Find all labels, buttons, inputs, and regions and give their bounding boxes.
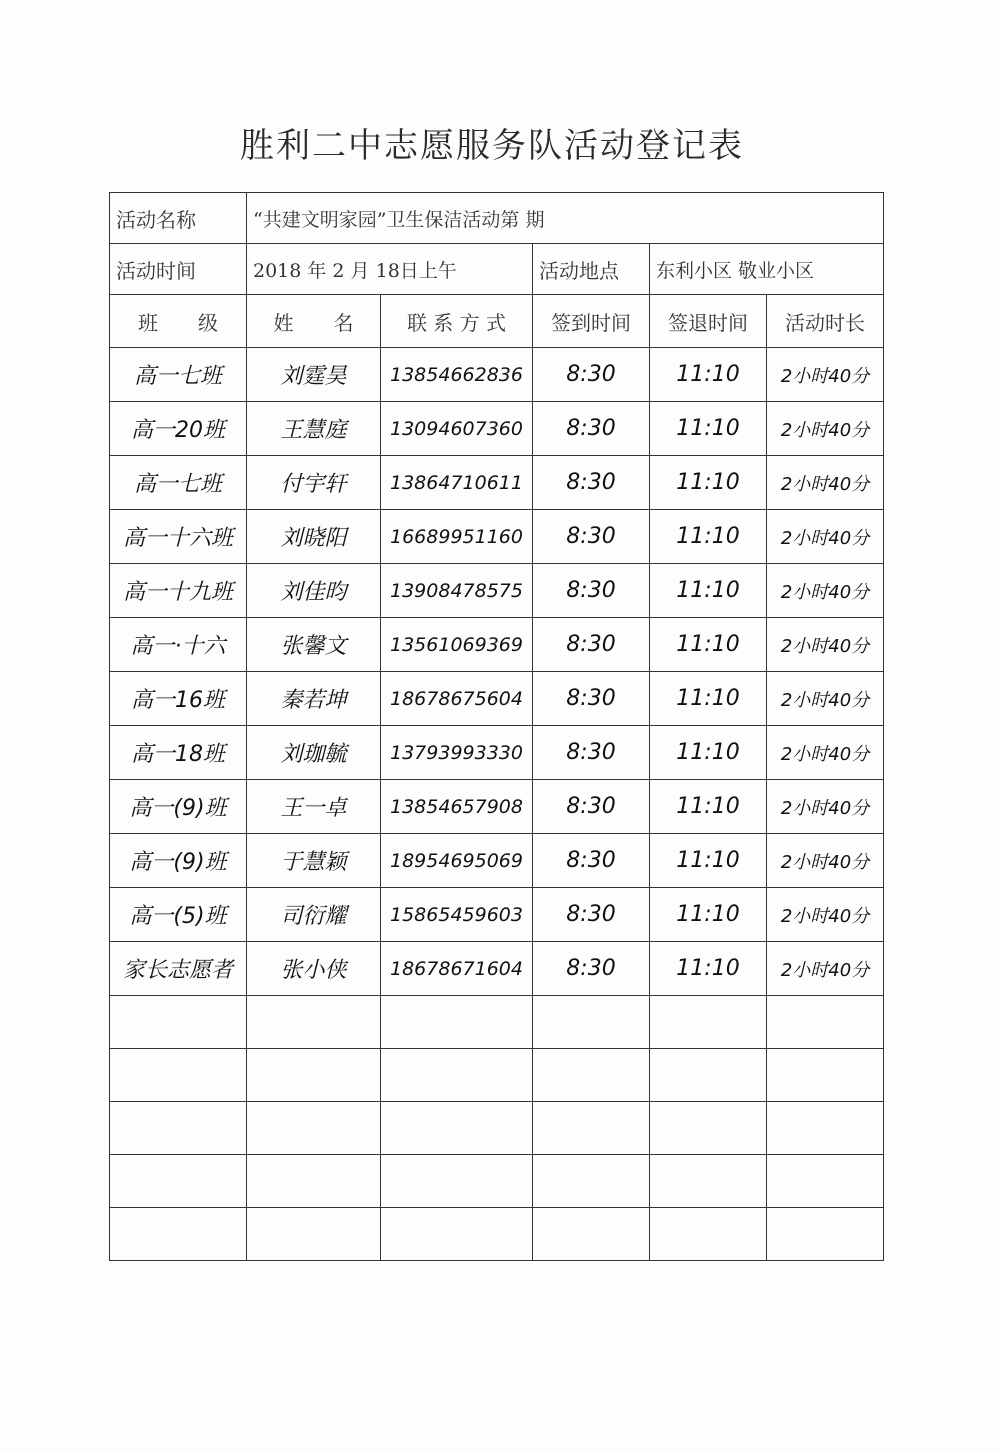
location-value: 东利小区 敬业小区 <box>650 244 884 295</box>
cell-name: 司衍耀 <box>247 888 381 942</box>
empty-cell <box>533 1208 650 1261</box>
cell-sign-in: 8:30 <box>533 618 650 672</box>
header-sign-in: 签到时间 <box>533 295 650 348</box>
cell-class: 高一(5)班 <box>110 888 247 942</box>
table-row <box>110 564 884 618</box>
empty-cell <box>767 1155 884 1208</box>
cell-phone: 18954695069 <box>381 834 533 888</box>
empty-cell <box>533 996 650 1049</box>
cell-phone: 13094607360 <box>381 402 533 456</box>
cell-sign-in: 8:30 <box>533 834 650 888</box>
activity-name-label: 活动名称 <box>110 193 247 244</box>
cell-name: 刘霆昊 <box>247 348 381 402</box>
empty-cell <box>110 1102 247 1155</box>
cell-class: 高一16班 <box>110 672 247 726</box>
empty-cell <box>650 1102 767 1155</box>
cell-class: 家长志愿者 <box>110 942 247 996</box>
cell-name: 刘珈毓 <box>247 726 381 780</box>
header-duration: 活动时长 <box>767 295 884 348</box>
column-header-row <box>110 295 884 348</box>
cell-phone: 18678675604 <box>381 672 533 726</box>
activity-time-label: 活动时间 <box>110 244 247 295</box>
empty-cell <box>533 1155 650 1208</box>
cell-phone: 16689951160 <box>381 510 533 564</box>
empty-cell <box>247 1155 381 1208</box>
activity-time-row <box>110 244 884 295</box>
empty-cell <box>767 1102 884 1155</box>
empty-cell <box>381 1102 533 1155</box>
activity-name-value: “共建文明家园”卫生保洁活动第 期 <box>247 193 884 244</box>
table-row <box>110 672 884 726</box>
cell-name: 王一卓 <box>247 780 381 834</box>
cell-sign-out: 11:10 <box>650 456 767 510</box>
cell-sign-out: 11:10 <box>650 348 767 402</box>
empty-row <box>110 1208 884 1261</box>
table-row <box>110 456 884 510</box>
cell-duration: 2小时40分 <box>767 456 884 510</box>
cell-sign-out: 11:10 <box>650 834 767 888</box>
cell-sign-in: 8:30 <box>533 888 650 942</box>
cell-sign-in: 8:30 <box>533 456 650 510</box>
cell-phone: 15865459603 <box>381 888 533 942</box>
cell-name: 刘晓阳 <box>247 510 381 564</box>
empty-cell <box>110 1208 247 1261</box>
cell-sign-out: 11:10 <box>650 942 767 996</box>
cell-phone: 13854662836 <box>381 348 533 402</box>
cell-duration: 2小时40分 <box>767 672 884 726</box>
cell-class: 高一十六班 <box>110 510 247 564</box>
header-sign-out: 签退时间 <box>650 295 767 348</box>
cell-sign-out: 11:10 <box>650 564 767 618</box>
header-class: 班 级 <box>110 295 247 348</box>
cell-class: 高一20班 <box>110 402 247 456</box>
cell-duration: 2小时40分 <box>767 888 884 942</box>
cell-class: 高一十九班 <box>110 564 247 618</box>
cell-sign-out: 11:10 <box>650 402 767 456</box>
cell-name: 于慧颖 <box>247 834 381 888</box>
empty-cell <box>110 996 247 1049</box>
form-title: 胜利二中志愿服务队活动登记表 <box>240 126 744 166</box>
cell-sign-in: 8:30 <box>533 672 650 726</box>
cell-phone: 13908478575 <box>381 564 533 618</box>
header-name: 姓 名 <box>247 295 381 348</box>
cell-sign-in: 8:30 <box>533 402 650 456</box>
cell-sign-out: 11:10 <box>650 726 767 780</box>
cell-duration: 2小时40分 <box>767 618 884 672</box>
empty-cell <box>767 996 884 1049</box>
empty-cell <box>533 1102 650 1155</box>
table-row <box>110 618 884 672</box>
cell-name: 张馨文 <box>247 618 381 672</box>
empty-cell <box>381 1208 533 1261</box>
cell-name: 刘佳昀 <box>247 564 381 618</box>
empty-cell <box>110 1155 247 1208</box>
table-row <box>110 726 884 780</box>
cell-duration: 2小时40分 <box>767 348 884 402</box>
cell-phone: 18678671604 <box>381 942 533 996</box>
cell-name: 秦若坤 <box>247 672 381 726</box>
cell-name: 付宇轩 <box>247 456 381 510</box>
activity-name-row <box>110 193 884 244</box>
activity-time-value: 2018 年 2 月 18日上午 <box>247 244 533 295</box>
table-row <box>110 888 884 942</box>
cell-name: 王慧庭 <box>247 402 381 456</box>
registration-table <box>109 192 884 1261</box>
cell-class: 高一·十六 <box>110 618 247 672</box>
cell-sign-in: 8:30 <box>533 348 650 402</box>
cell-class: 高一七班 <box>110 456 247 510</box>
cell-duration: 2小时40分 <box>767 942 884 996</box>
cell-phone: 13561069369 <box>381 618 533 672</box>
empty-row <box>110 1155 884 1208</box>
cell-sign-in: 8:30 <box>533 564 650 618</box>
empty-cell <box>650 1155 767 1208</box>
cell-sign-in: 8:30 <box>533 942 650 996</box>
empty-cell <box>767 1208 884 1261</box>
cell-sign-out: 11:10 <box>650 618 767 672</box>
cell-duration: 2小时40分 <box>767 564 884 618</box>
header-contact: 联 系 方 式 <box>381 295 533 348</box>
empty-cell <box>110 1049 247 1102</box>
cell-class: 高一18班 <box>110 726 247 780</box>
cell-phone: 13864710611 <box>381 456 533 510</box>
cell-duration: 2小时40分 <box>767 834 884 888</box>
empty-cell <box>381 996 533 1049</box>
cell-class: 高一(9)班 <box>110 834 247 888</box>
cell-phone: 13793993330 <box>381 726 533 780</box>
empty-row <box>110 996 884 1049</box>
cell-duration: 2小时40分 <box>767 726 884 780</box>
cell-duration: 2小时40分 <box>767 402 884 456</box>
empty-cell <box>381 1155 533 1208</box>
table-row <box>110 510 884 564</box>
table-row <box>110 402 884 456</box>
empty-cell <box>247 1049 381 1102</box>
cell-name: 张小侠 <box>247 942 381 996</box>
empty-cell <box>247 996 381 1049</box>
table-row <box>110 348 884 402</box>
cell-sign-out: 11:10 <box>650 780 767 834</box>
empty-cell <box>650 996 767 1049</box>
cell-sign-in: 8:30 <box>533 726 650 780</box>
cell-class: 高一七班 <box>110 348 247 402</box>
cell-duration: 2小时40分 <box>767 780 884 834</box>
cell-duration: 2小时40分 <box>767 510 884 564</box>
empty-cell <box>247 1208 381 1261</box>
empty-cell <box>247 1102 381 1155</box>
cell-sign-out: 11:10 <box>650 672 767 726</box>
empty-cell <box>767 1049 884 1102</box>
table-row <box>110 834 884 888</box>
empty-row <box>110 1049 884 1102</box>
empty-row <box>110 1102 884 1155</box>
empty-cell <box>650 1208 767 1261</box>
cell-phone: 13854657908 <box>381 780 533 834</box>
table-row <box>110 942 884 996</box>
empty-cell <box>381 1049 533 1102</box>
cell-sign-out: 11:10 <box>650 510 767 564</box>
location-label: 活动地点 <box>533 244 650 295</box>
cell-class: 高一(9)班 <box>110 780 247 834</box>
empty-cell <box>650 1049 767 1102</box>
cell-sign-in: 8:30 <box>533 510 650 564</box>
empty-cell <box>533 1049 650 1102</box>
table-row <box>110 780 884 834</box>
cell-sign-out: 11:10 <box>650 888 767 942</box>
cell-sign-in: 8:30 <box>533 780 650 834</box>
